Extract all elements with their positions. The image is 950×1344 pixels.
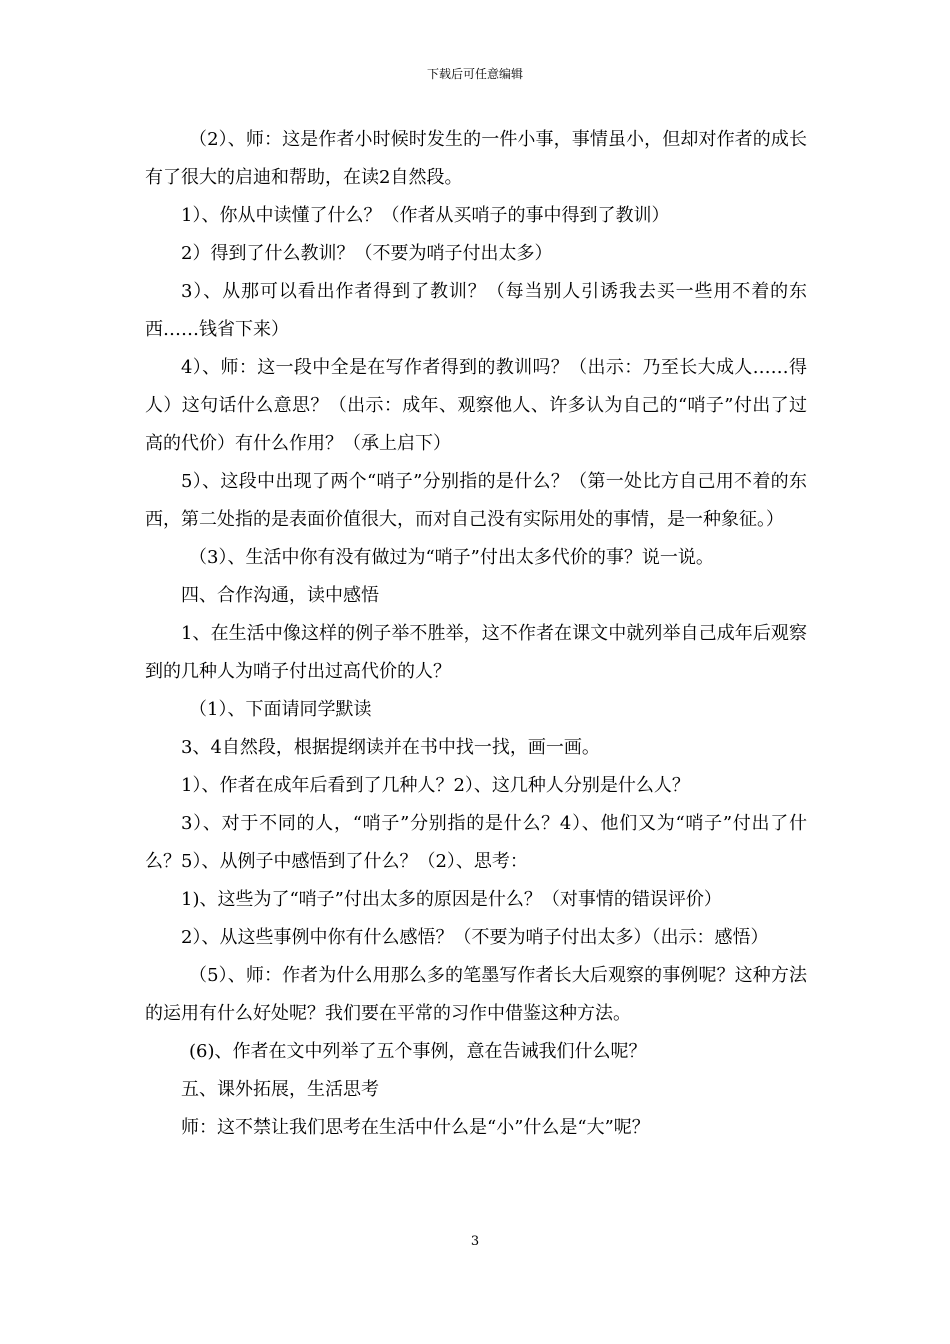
page-header: 下载后可任意编辑 (426, 67, 523, 81)
paragraph: 2）得到了什么教训？（不要为哨子付出太多） (181, 243, 553, 264)
paragraph: 5）、这段中出现了两个“哨子”分别指的是什么？（第一处比方自己用不着的东西，第二处指的是表面价值很大，而对自己没有实际用处的事情，是一种象征。） (145, 471, 807, 530)
paragraph: 1)、这些为了“哨子”付出太多的原因是什么？（对事情的错误评价） (181, 889, 722, 910)
paragraph: （5）、师：作者为什么用那么多的笔墨写作者长大后观察的事例呢？这种方法的运用有什么好处呢？我们要在平常的习作中借鉴这种方法。 (145, 965, 807, 1024)
page-number: 3 (470, 1234, 480, 1249)
paragraph: 4）、师：这一段中全是在写作者得到的教训吗？（出示：乃至长大成人……得人）这句话什么意思？（出示：成年、观察他人、许多认为自己的“哨子”付出了过高的代价）有什么作用？（承上启下） (145, 357, 807, 454)
paragraph: （3）、生活中你有没有做过为“哨子”付出太多代价的事？说一说。 (189, 547, 714, 568)
paragraph: （1）、下面请同学默读 (189, 699, 372, 720)
document-body (145, 121, 807, 1147)
paragraph: 2）、从这些事例中你有什么感悟？（不要为哨子付出太多）（出示：感悟） (181, 927, 769, 948)
paragraph: 3、4自然段，根据提纲读并在书中找一找，画一画。 (181, 737, 600, 758)
paragraph: 师：这不禁让我们思考在生活中什么是“小”什么是“大”呢？ (181, 1117, 650, 1138)
paragraph: (6)、作者在文中列举了五个事例，意在告诫我们什么呢？ (189, 1041, 647, 1062)
paragraph: （2）、师：这是作者小时候时发生的一件小事，事情虽小，但却对作者的成长有了很大的启迪和帮助，在读2自然段。 (145, 129, 807, 188)
paragraph: 1）、你从中读懂了什么？（作者从买哨子的事中得到了教训） (181, 205, 670, 226)
paragraph: 3）、对于不同的人，“哨子”分别指的是什么？4）、他们又为“哨子”付出了什么？5）、从例子中感悟到了什么？（2）、思考： (145, 813, 807, 872)
paragraph: 1）、作者在成年后看到了几种人？2）、这几种人分别是什么人？ (181, 775, 690, 796)
paragraph: 1、在生活中像这样的例子举不胜举，这不作者在课文中就列举自己成年后观察到的几种人为哨子付出过高代价的人？ (145, 623, 807, 682)
section-heading: 四、合作沟通，读中感悟 (181, 585, 379, 606)
section-heading: 五、课外拓展，生活思考 (181, 1079, 379, 1100)
paragraph: 3）、从那可以看出作者得到了教训？（每当别人引诱我去买一些用不着的东西……钱省下来） (145, 281, 807, 340)
